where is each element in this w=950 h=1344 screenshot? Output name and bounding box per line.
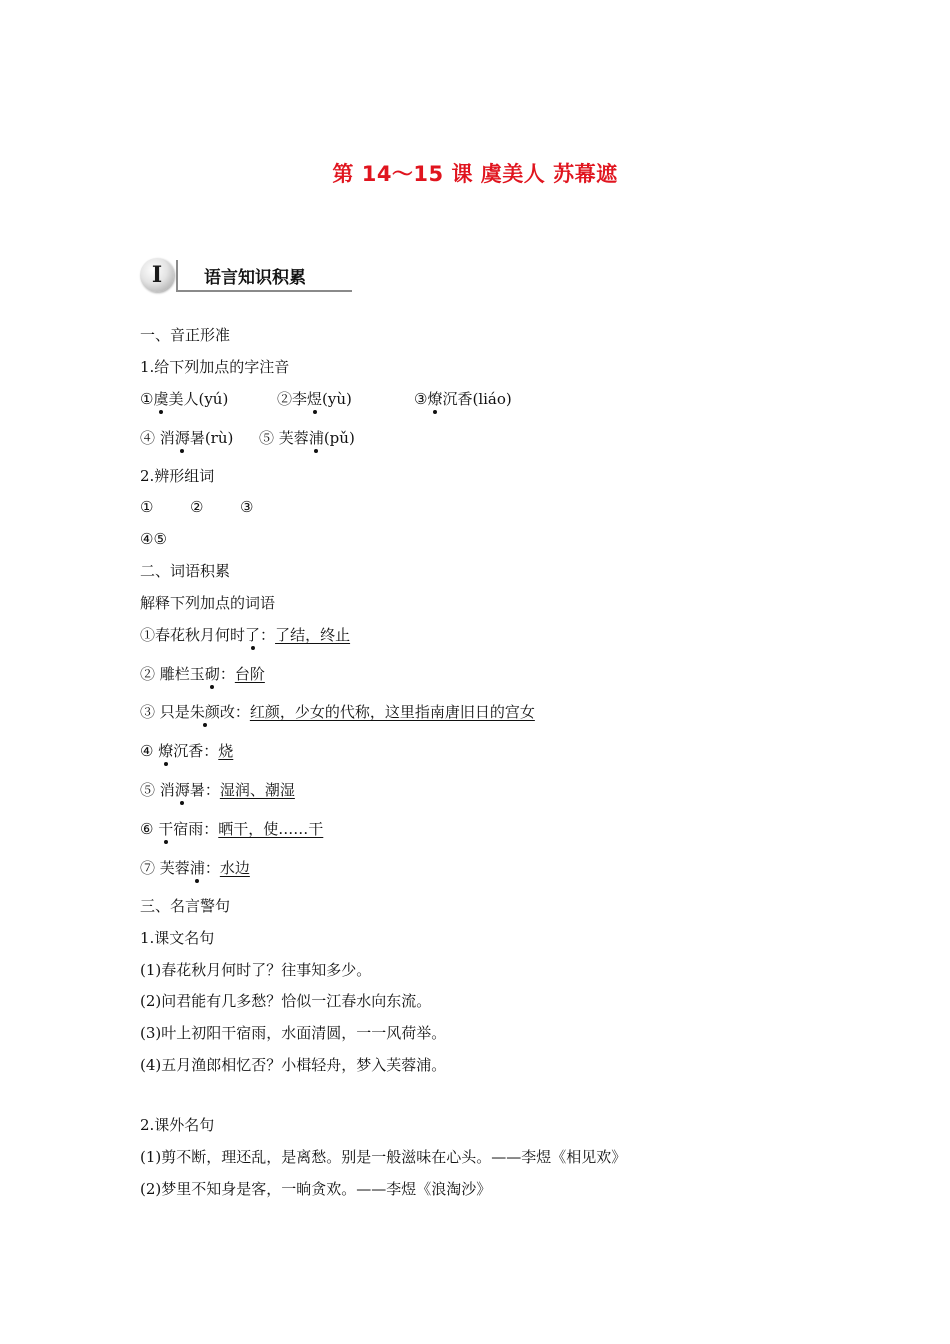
section-heading-2: 二、词语积累 [140,562,231,580]
vocab-item: ⑦ 芙蓉浦：水边 [140,859,250,877]
roman-numeral-badge: I [140,258,174,292]
word-form-row-1 [140,497,253,517]
answer: 红颜，少女的代称，这里指南唐旧日的宫女 [249,703,535,721]
word-form-item: ② [190,498,204,516]
quote-line: (1)剪不断，理还乱，是离愁。别是一般滋味在心头。——李煜《相见欢》 [140,1148,627,1166]
answer: 烧 [218,742,234,760]
quote-line: (4)五月渔郎相忆否？小楫轻舟，梦入芙蓉浦。 [140,1056,447,1074]
question-1: 1.给下列加点的字注音 [140,358,290,376]
quote-line: (3)叶上初阳干宿雨，水面清圆，一一风荷举。 [140,1024,447,1042]
answer: 水边 [219,859,250,877]
pinyin-row-2 [140,428,355,448]
word-form-item: ① [140,498,154,516]
page-title: 第 14～15 课 虞美人 苏幕遮 [332,162,618,186]
subheading-extra-quotes: 2.课外名句 [140,1116,215,1134]
subheading-text-quotes: 1.课文名句 [140,929,215,947]
vocab-item: ③ 只是朱颜改：红颜，少女的代称，这里指南唐旧日的宫女 [140,703,535,721]
banner-divider [176,260,178,291]
vocab-item: ④ 燎沉香：烧 [140,742,234,760]
quote-line: (1)春花秋月何时了？往事知多少。 [140,961,372,979]
answer: 了结，终止 [275,626,351,644]
answer: 晒干，使……干 [218,820,324,838]
vocab-item: ② 雕栏玉砌：台阶 [140,665,265,683]
vocab-item: ⑤ 消溽暑：湿润、潮湿 [140,781,295,799]
section-heading-3: 三、名言警句 [140,897,231,915]
pinyin-item: ①虞美人(yú) [140,390,229,408]
pinyin-item: ④ 消溽暑(rù) [140,429,234,447]
pinyin-item: ③燎沉香(liáo) [414,390,512,408]
banner-label: 语言知识积累 [204,268,306,288]
quote-line: (2)梦里不知身是客，一晌贪欢。——李煜《浪淘沙》 [140,1180,492,1198]
pinyin-row-1 [140,389,512,409]
section-heading-1: 一、音正形准 [140,326,231,344]
instruction: 解释下列加点的词语 [140,594,276,612]
quote-line: (2)问君能有几多愁？恰似一江春水向东流。 [140,992,432,1010]
vocab-item: ⑥ 干宿雨：晒干，使……干 [140,820,324,838]
word-form-row-2: ④⑤ [140,530,167,548]
banner-underline [176,290,352,292]
question-2: 2.辨形组词 [140,467,215,485]
pinyin-item: ⑤ 芙蓉浦(pǔ) [259,429,355,447]
word-form-item: ③ [240,498,254,516]
vocab-item: ①春花秋月何时了：了结，终止 [140,626,351,644]
answer: 台阶 [234,665,265,683]
answer: 湿润、潮湿 [219,781,295,799]
section-banner [140,256,354,296]
pinyin-item: ②李煜(yù) [277,390,352,408]
